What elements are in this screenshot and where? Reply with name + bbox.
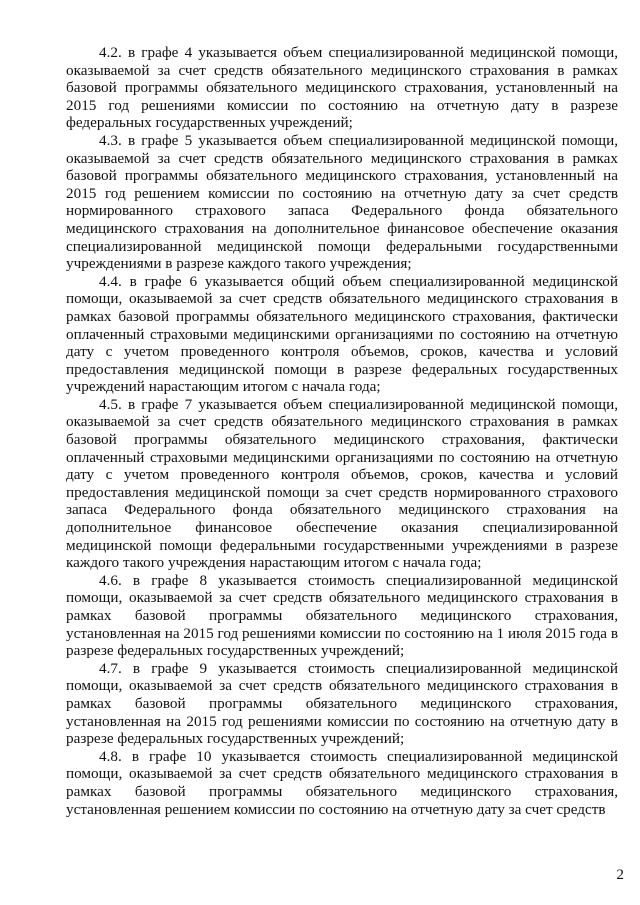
paragraph-4-2: 4.2. в графе 4 указывается объем специализированной медицинской помощи, оказываемой за счет средств обязательного медицинского страхования в рамках базовой программы обязательного медицинского страхования, установленный на 2015 год решениями комиссии по состоянию на отчетную дату в разрезе федеральных государственных учреждений;	[66, 44, 618, 132]
paragraph-4-7: 4.7. в графе 9 указывается стоимость специализированной медицинской помощи, оказываемой за счет средств обязательного медицинского страхования в рамках базовой программы обязательного медицинского страхования, установленная на 2015 год решениями комиссии по состоянию на отчетную дату в разрезе федеральных государственных учреждений;	[66, 659, 618, 748]
paragraph-4-6: 4.6. в графе 8 указывается стоимость специализированной медицинской помощи, оказываемой за счет средств обязательного медицинского страхования в рамках базовой программы обязательного медицинского страхования, установленная на 2015 год решениями комиссии по состоянию на 1 июля 2015 года в разрезе федеральных государственных учреждений;	[66, 571, 619, 660]
page-number: 2	[616, 866, 624, 883]
paragraph-4-5: 4.5. в графе 7 указывается объем специализированной медицинской помощи, оказываемой за счет средств обязательного медицинского страхования в рамках базовой программы обязательного медицинского страхования, фактически оплаченный страховыми медицинскими организациями по состоянию на отчетную дату с учетом проведенного контроля объемов, сроков, качества и условий предоставления медицинской помощи за счет средств нормированного страхового запаса Федерального фонда обязательного медицинского страхования на дополнительное финансовое обеспечение оказания специализированной медицинской помощи федеральными государственными учреждениями в разрезе каждого такого учреждения нарастающим итогом с начала года;	[66, 395, 618, 572]
paragraph-4-4: 4.4. в графе 6 указывается общий объем специализированной медицинской помощи, оказываемой за счет средств обязательного медицинского страхования в рамках базовой программы обязательного медицинского страхования, фактически оплаченный страховыми медицинскими организациями по состоянию на отчетную дату с учетом проведенного контроля объемов, сроков, качества и условий предоставления медицинской помощи в разрезе федеральных государственных учреждений нарастающим итогом с начала года;	[66, 272, 618, 396]
document-body	[66, 44, 618, 818]
paragraph-4-8: 4.8. в графе 10 указывается стоимость специализированной медицинской помощи, оказываемой за счет средств обязательного медицинского страхования в рамках базовой программы обязательного медицинского страхования, установленная решением комиссии по состоянию на отчетную дату за счет средств	[66, 747, 618, 818]
paragraph-4-3: 4.3. в графе 5 указывается объем специализированной медицинской помощи, оказываемой за счет средств обязательного медицинского страхования в рамках базовой программы обязательного медицинского страхования, установленный на 2015 год решением комиссии по состоянию на отчетную дату за счет средств нормированного страхового запаса Федерального фонда обязательного медицинского страхования на дополнительное финансовое обеспечение оказания специализированной медицинской помощи федеральными государственными учреждениями в разрезе каждого такого учреждения;	[66, 131, 618, 273]
